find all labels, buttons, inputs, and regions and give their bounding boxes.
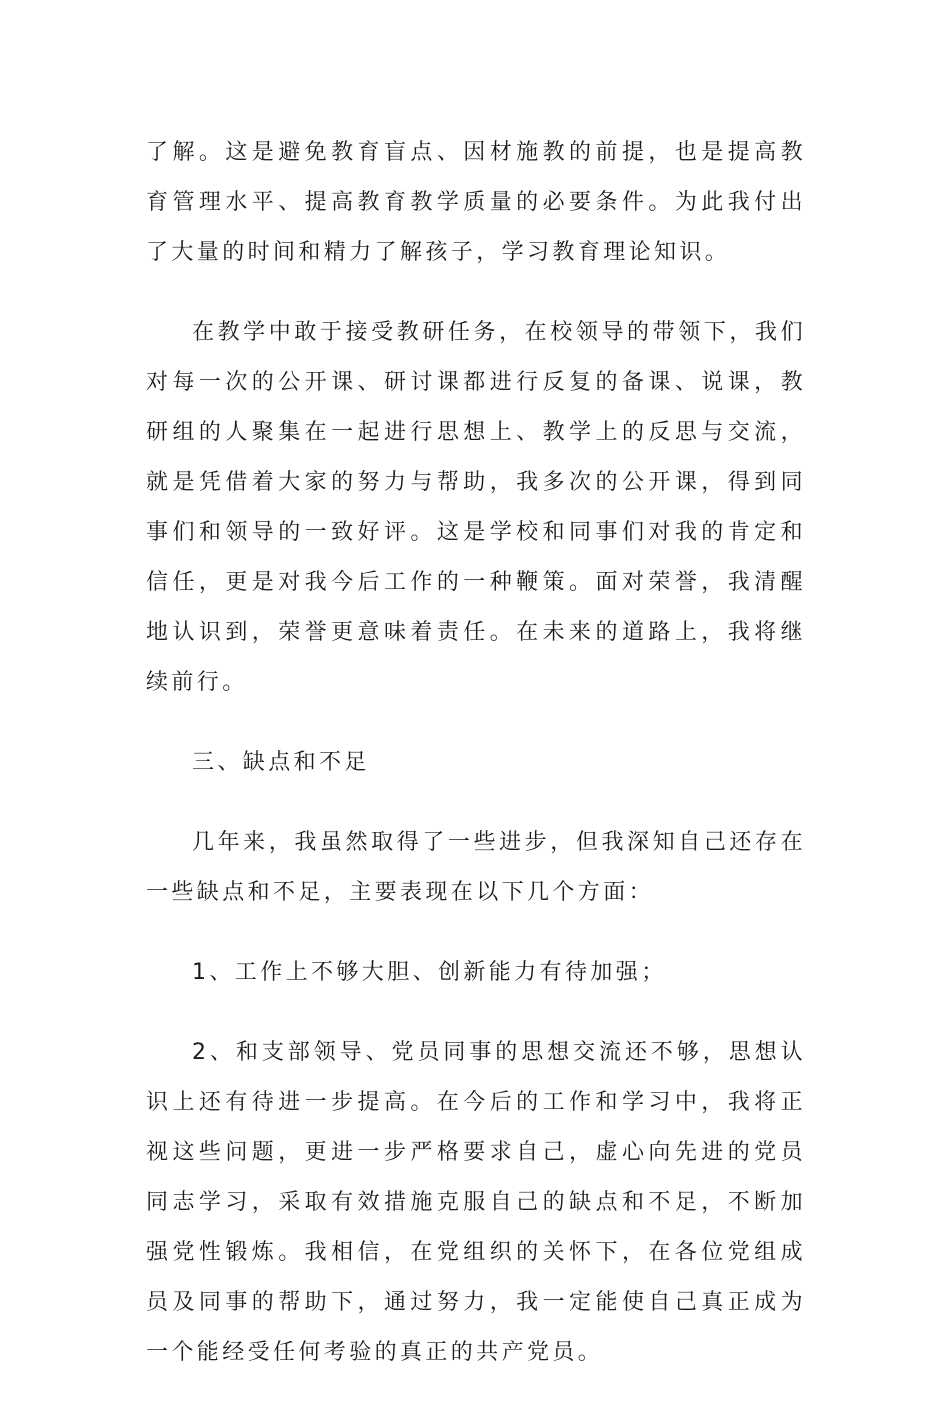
document-body <box>146 128 806 1408</box>
paragraph-continuation: 了解。这是避免教育盲点、因材施教的前提，也是提高教育管理水平、提高教育教学质量的必要条件。为此我付出了大量的时间和精力了解孩子，学习教育理论知识。 <box>146 140 806 265</box>
paragraph-teaching-research: 在教学中敢于接受教研任务，在校领导的带领下，我们对每一次的公开课、研讨课都进行反复的备课、说课，教研组的人聚集在一起进行思想上、教学上的反思与交流，就是凭借着大家的努力与帮助，我多次的公开课，得到同事们和领导的一致好评。这是学校和同事们对我的肯定和信任，更是对我今后工作的一种鞭策。面对荣誉，我清醒地认识到，荣誉更意味着责任。在未来的道路上，我将继续前行。 <box>146 320 806 695</box>
list-item-2: 2、和支部领导、党员同事的思想交流还不够，思想认识上还有待进一步提高。在今后的工作和学习中，我将正视这些问题，更进一步严格要求自己，虚心向先进的党员同志学习，采取有效措施克服自己的缺点和不足，不断加强党性锻炼。我相信，在党组织的关怀下，在各位党组成员及同事的帮助下，通过努力，我一定能使自己真正成为一个能经受任何考验的真正的共产党员。 <box>146 1040 806 1365</box>
list-item-1: 1、工作上不够大胆、创新能力有待加强； <box>192 960 667 985</box>
paragraph-shortcomings-intro: 几年来，我虽然取得了一些进步，但我深知自己还存在一些缺点和不足，主要表现在以下几个方面： <box>146 830 806 905</box>
section-heading-shortcomings: 三、缺点和不足 <box>192 750 370 775</box>
